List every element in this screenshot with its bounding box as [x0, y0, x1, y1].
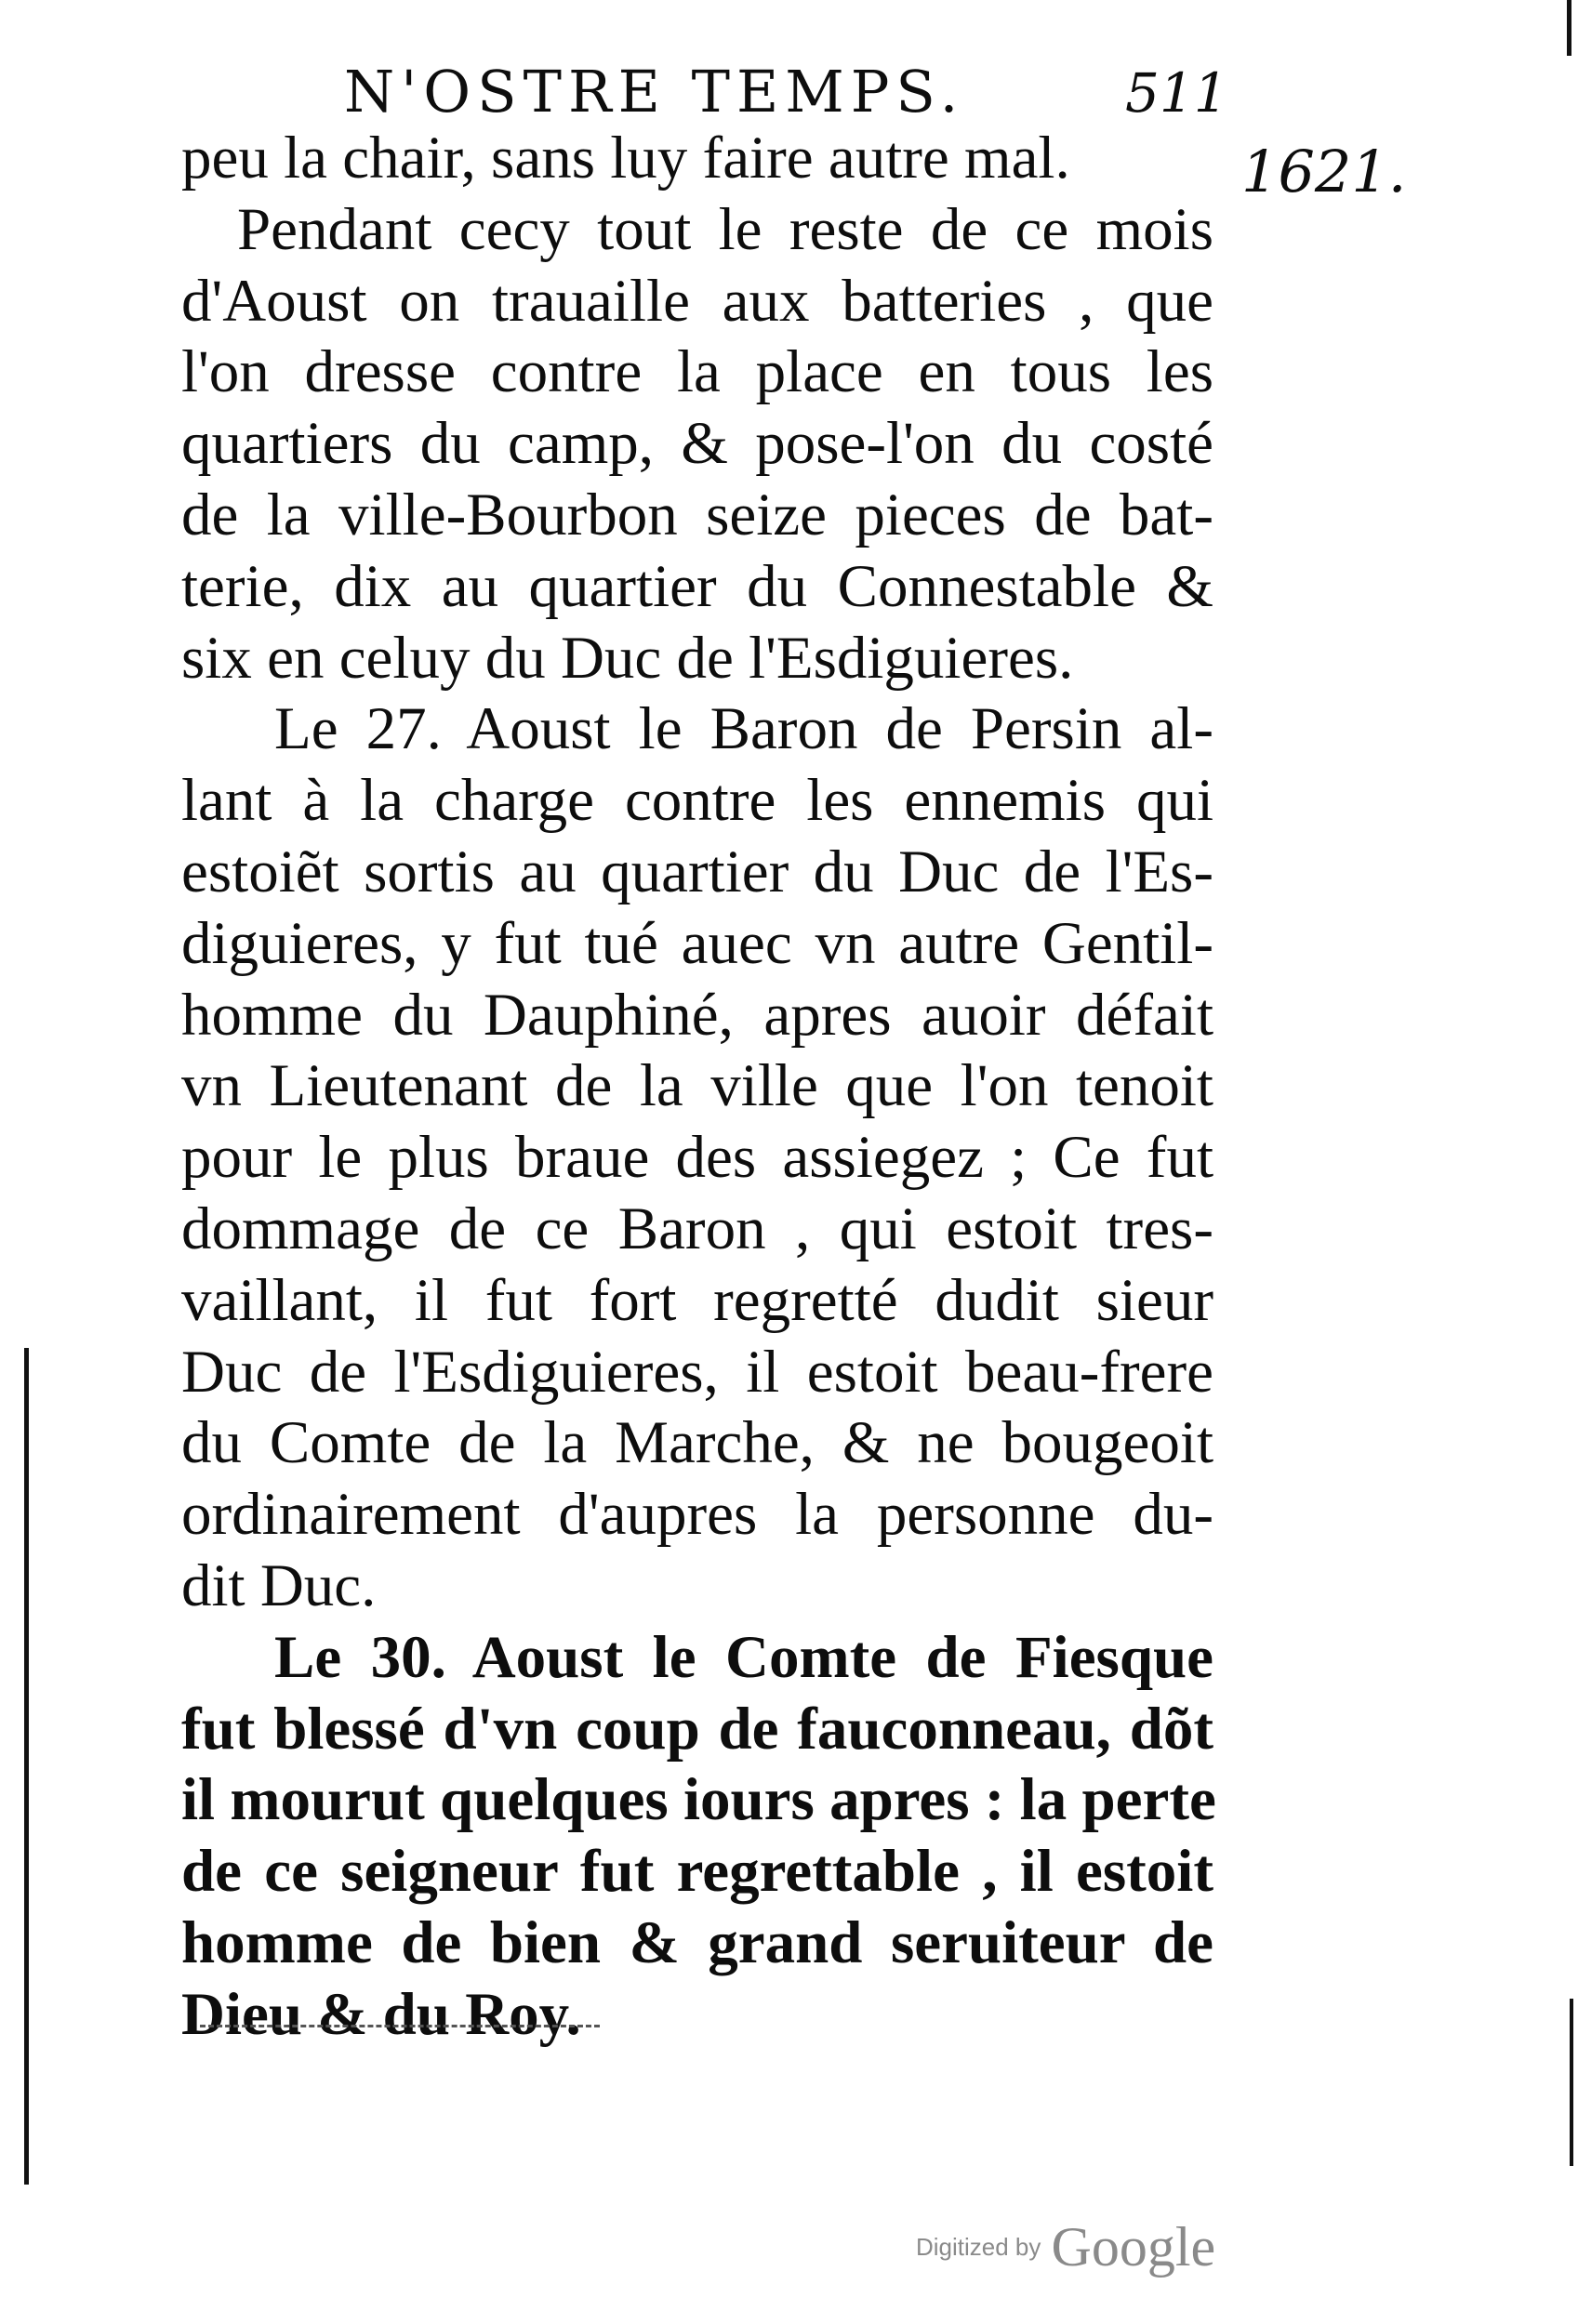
paragraph — [181, 693, 1213, 1621]
text-line: homme de bien & grand seruiteur de — [181, 1908, 1213, 1976]
text-line: Le 27. Aoust le Baron de Persin al- — [274, 695, 1213, 763]
right-binding-rule-bottom — [1570, 1999, 1573, 2166]
text-line: Dieu & du Roy. — [181, 1980, 581, 2048]
margin-year: 1621. — [1241, 138, 1407, 205]
text-line: quartiers du camp, & pose-l'on du costé — [181, 410, 1213, 478]
text-line: vaillant, il fut fort regretté dudit sieur — [181, 1266, 1213, 1334]
body-text — [181, 123, 1216, 2051]
text-line: d'Aoust on trauaille aux batteries , que — [181, 267, 1213, 335]
text-line: peu la chair, sans luy faire autre mal. — [181, 125, 1070, 191]
text-line: Le 30. Aoust le Comte de Fiesque — [274, 1623, 1213, 1691]
google-logo: Google — [1051, 2216, 1216, 2278]
text-line: pour le plus braue des assiegez ; Ce fut — [181, 1124, 1213, 1192]
text-line: dommage de ce Baron , qui estoit tres- — [181, 1195, 1213, 1262]
text-line: lant à la charge contre les ennemis qui — [181, 767, 1213, 835]
text-line: diguieres, y fut tué auec vn autre Gentil- — [181, 909, 1213, 977]
digitized-watermark — [916, 2215, 1215, 2279]
text-line: Pendant cecy tout le reste de ce mois — [237, 195, 1213, 263]
right-binding-rule-top — [1567, 0, 1571, 56]
text-line: ordinairement d'aupres la personne du- — [181, 1481, 1213, 1549]
text-line: homme du Dauphiné, apres auoir défait — [181, 981, 1213, 1049]
text-line: vn Lieutenant de la ville que l'on tenoit — [181, 1052, 1213, 1120]
text-line: l'on dresse contre la place en tous les — [181, 338, 1213, 406]
paragraph — [181, 1622, 1216, 2051]
text-line: il mourut quelques iours apres : la perte — [181, 1766, 1216, 1834]
paragraph — [181, 194, 1213, 694]
text-line: du Comte de la Marche, & ne bougeoit — [181, 1409, 1213, 1477]
paragraph — [181, 123, 1213, 194]
end-rule — [200, 2025, 600, 2027]
text-line: Duc de l'Esdiguieres, il estoit beau-frere — [181, 1338, 1213, 1406]
page-number: 511 — [1125, 61, 1228, 125]
text-line: estoiẽt sortis au quartier du Duc de l'Es- — [181, 838, 1213, 905]
left-binding-rule — [24, 1348, 29, 2185]
text-line: dit Duc. — [181, 1552, 377, 1619]
text-line: six en celuy du Duc de l'Esdiguieres. — [181, 624, 1074, 692]
text-line: de la ville-Bourbon seize pieces de bat- — [181, 481, 1213, 548]
page-header — [344, 58, 1227, 123]
text-line: terie, dix au quartier du Connestable & — [181, 552, 1213, 620]
running-title: N'OSTRE TEMPS. — [344, 58, 965, 125]
text-line: de ce seigneur fut regrettable , il estoit — [181, 1838, 1213, 1906]
watermark-prefix: Digitized by — [916, 2233, 1041, 2261]
text-line: fut blessé d'vn coup de fauconneau, dõt — [181, 1695, 1213, 1763]
